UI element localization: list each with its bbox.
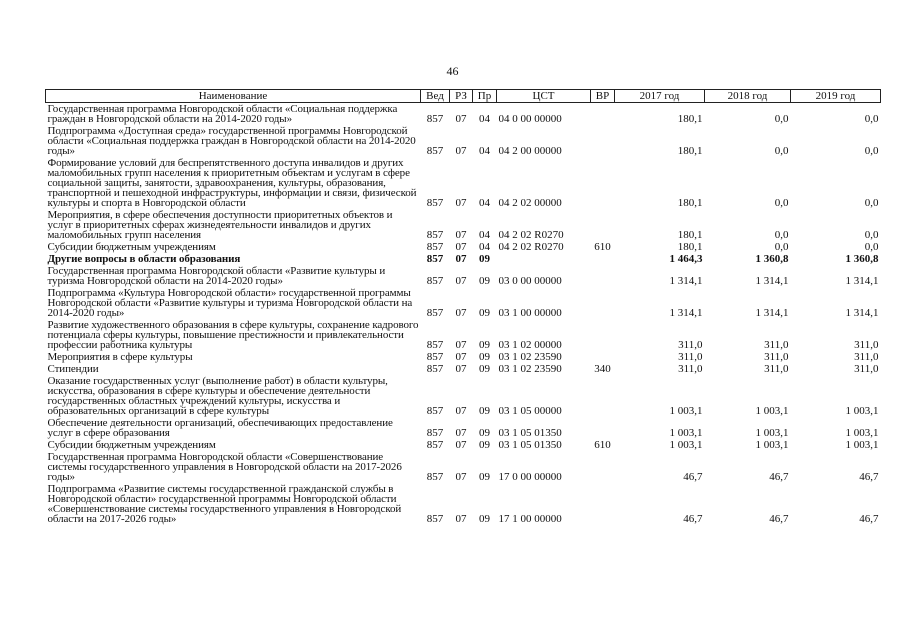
row-rz: 07: [455, 339, 467, 351]
row-value-2018: 0,0: [774, 229, 789, 241]
header-vr: ВР: [591, 90, 615, 103]
row-value-2018: 0,0: [774, 113, 789, 125]
table-row: [46, 287, 881, 319]
table-row: [46, 253, 881, 265]
table-row: [46, 157, 881, 209]
row-rz: 07: [455, 253, 467, 265]
row-value-2018: 0,0: [774, 241, 789, 253]
row-rz: 07: [455, 513, 467, 525]
row-ved: 857: [426, 351, 444, 363]
row-ved: 857: [426, 229, 444, 241]
row-value-2019: 0,0: [864, 229, 879, 241]
row-rz: 07: [455, 351, 467, 363]
row-pr: 09: [479, 275, 490, 287]
row-ved: 857: [426, 197, 444, 209]
row-rz: 07: [455, 471, 467, 483]
row-name: Подпрограмма «Развитие системы государственной гражданской службы в Новгородской области» государственной программы Новгородской области «Совершенствование системы государственного управления в Новгородской области на 2017-2026 годы»: [47, 483, 402, 525]
row-value-2019: 1 003,1: [845, 405, 879, 417]
row-value-2019: 1 003,1: [845, 427, 879, 439]
header-pr: Пр: [473, 90, 497, 103]
row-pr: 04: [479, 241, 490, 253]
header-2019: 2019 год: [791, 90, 881, 103]
row-cst: 03 1 05 01350: [498, 427, 562, 439]
row-vr: [591, 351, 615, 363]
table-row: [46, 451, 881, 483]
row-value-2017: 180,1: [677, 113, 703, 125]
row-value-2018: 46,7: [769, 513, 789, 525]
row-name: Стипендии: [47, 363, 99, 375]
row-value-2017: 180,1: [677, 241, 703, 253]
row-vr: [591, 417, 615, 439]
row-cst: 04 2 00 00000: [498, 145, 562, 157]
row-cst: 03 1 02 00000: [498, 339, 562, 351]
page-number: 46: [446, 64, 459, 78]
row-value-2019: 0,0: [864, 113, 879, 125]
row-value-2019: 311,0: [854, 363, 879, 375]
row-value-2019: 0,0: [864, 145, 879, 157]
row-vr: 610: [594, 241, 611, 253]
row-value-2019: 311,0: [854, 339, 879, 351]
row-value-2019: 1 360,8: [845, 253, 879, 265]
row-vr: [591, 483, 615, 525]
row-cst: 03 1 02 23590: [498, 363, 562, 375]
row-ved: 857: [426, 427, 444, 439]
row-rz: 07: [455, 427, 467, 439]
row-vr: [591, 451, 615, 483]
row-cst: 17 1 00 00000: [498, 513, 562, 525]
row-value-2017: 46,7: [683, 471, 703, 483]
row-name: Подпрограмма «Доступная среда» государственной программы Новгородской области «Социальная поддержка граждан в Новгородской области на 2014-2020 годы»: [47, 125, 416, 157]
row-cst: 04 0 00 00000: [498, 113, 562, 125]
row-pr: 09: [479, 427, 490, 439]
row-value-2017: 1 003,1: [669, 405, 703, 417]
row-value-2017: 1 314,1: [669, 307, 703, 319]
table-row: [46, 351, 881, 363]
row-cst: 17 0 00 00000: [498, 471, 562, 483]
table-row: [46, 319, 881, 351]
row-value-2018: 1 360,8: [755, 253, 789, 265]
row-value-2017: 311,0: [678, 363, 703, 375]
row-value-2017: 1 003,1: [669, 427, 703, 439]
row-pr: 04: [479, 197, 490, 209]
row-ved: 857: [426, 253, 444, 265]
row-ved: 857: [426, 363, 444, 375]
row-ved: 857: [426, 307, 444, 319]
header-cst: ЦСТ: [497, 90, 591, 103]
row-cst: 04 2 02 R0270: [498, 241, 564, 253]
row-ved: 857: [426, 513, 444, 525]
row-value-2018: 1 003,1: [755, 405, 789, 417]
row-value-2017: 46,7: [683, 513, 703, 525]
row-pr: 09: [479, 471, 490, 483]
table-row: [46, 241, 881, 253]
row-value-2019: 46,7: [859, 513, 879, 525]
row-pr: 04: [479, 113, 490, 125]
row-name: Субсидии бюджетным учреждениям: [47, 439, 216, 451]
row-pr: 04: [479, 145, 490, 157]
table-row: [46, 483, 881, 525]
table-row: [46, 439, 881, 451]
row-rz: 07: [455, 275, 467, 287]
row-cst: [497, 253, 591, 265]
row-value-2019: 1 003,1: [845, 439, 879, 451]
row-value-2017: 180,1: [677, 229, 703, 241]
row-name: Оказание государственных услуг (выполнение работ) в области культуры, искусства, образования в сфере культуры и обеспечение деятельности государственных областных учреждений культуры, искусства и образовательных организаций в сфере культуры: [47, 375, 388, 417]
header-rz: РЗ: [450, 90, 473, 103]
row-ved: 857: [426, 471, 444, 483]
budget-table: [45, 89, 881, 525]
row-value-2017: 311,0: [678, 339, 703, 351]
row-value-2018: 311,0: [764, 363, 789, 375]
row-value-2018: 1 314,1: [755, 307, 789, 319]
header-ved: Вед: [421, 90, 450, 103]
row-value-2017: 311,0: [678, 351, 703, 363]
table-row: [46, 363, 881, 375]
row-value-2018: 46,7: [769, 471, 789, 483]
table-row: [46, 125, 881, 157]
row-pr: 09: [479, 253, 490, 265]
header-name: Наименование: [46, 90, 421, 103]
row-ved: 857: [426, 405, 444, 417]
row-value-2017: 1 003,1: [669, 439, 703, 451]
row-name: Формирование условий для беспрепятственного доступа инвалидов и других маломобильных групп населения к приоритетным объектам и услугам в сфере социальной защиты, занятости, здравоохранения, культуры, образования, транспортной и пешеходной инфраструктуры, информации и связи, физической культуры и спорта в Новгородской области: [47, 157, 417, 209]
row-rz: 07: [455, 113, 467, 125]
row-cst: 03 1 05 00000: [498, 405, 562, 417]
row-vr: [591, 103, 615, 126]
row-rz: 07: [455, 229, 467, 241]
row-name: Государственная программа Новгородской области «Развитие культуры и туризма Новгородской области на 2014-2020 годы»: [47, 265, 386, 287]
row-value-2017: 1 464,3: [669, 253, 703, 265]
row-rz: 07: [455, 363, 467, 375]
row-value-2018: 1 003,1: [755, 427, 789, 439]
row-name: Обеспечение деятельности организаций, обеспечивающих предоставление услуг в сфере образования: [47, 417, 393, 439]
row-cst: 04 2 02 R0270: [498, 229, 564, 241]
row-value-2019: 0,0: [864, 197, 879, 209]
row-vr: [591, 319, 615, 351]
row-cst: 03 1 00 00000: [498, 307, 562, 319]
row-pr: 09: [479, 363, 490, 375]
row-ved: 857: [426, 113, 444, 125]
row-name: Государственная программа Новгородской области «Совершенствование системы государственного управления в Новгородской области на 2017-2026 годы»: [47, 451, 402, 483]
row-pr: 09: [479, 513, 490, 525]
row-pr: 09: [479, 307, 490, 319]
row-value-2019: 1 314,1: [845, 307, 879, 319]
row-rz: 07: [455, 145, 467, 157]
row-ved: 857: [426, 275, 444, 287]
row-value-2019: 311,0: [854, 351, 879, 363]
row-ved: 857: [426, 339, 444, 351]
row-value-2018: 0,0: [774, 197, 789, 209]
row-value-2017: 180,1: [677, 197, 703, 209]
table-body: [46, 103, 881, 526]
header-2017: 2017 год: [615, 90, 705, 103]
row-name: Подпрограмма «Культура Новгородской области» государственной программы Новгородской области «Развитие культуры и туризма Новгородской области на 2014-2020 годы»: [47, 287, 413, 319]
row-cst: 04 2 02 00000: [498, 197, 562, 209]
row-cst: 03 0 00 00000: [498, 275, 562, 287]
row-vr: [591, 209, 615, 241]
row-pr: 09: [479, 405, 490, 417]
row-vr: 610: [594, 439, 611, 451]
table-row: [46, 417, 881, 439]
table-row: [46, 265, 881, 287]
row-value-2018: 0,0: [774, 145, 789, 157]
row-rz: 07: [455, 241, 467, 253]
row-name: Государственная программа Новгородской области «Социальная поддержка граждан в Новгородской области на 2014-2020 годы»: [47, 103, 398, 125]
row-pr: 09: [479, 439, 490, 451]
row-value-2018: 1 314,1: [755, 275, 789, 287]
row-pr: 04: [479, 229, 490, 241]
header-2018: 2018 год: [705, 90, 791, 103]
table-row: [46, 103, 881, 126]
row-value-2019: 46,7: [859, 471, 879, 483]
row-ved: 857: [426, 145, 444, 157]
row-vr: [591, 157, 615, 209]
row-ved: 857: [426, 241, 444, 253]
row-rz: 07: [455, 307, 467, 319]
row-ved: 857: [426, 439, 444, 451]
row-rz: 07: [455, 439, 467, 451]
row-vr: [591, 287, 615, 319]
table-row: [46, 209, 881, 241]
table-header: [46, 90, 881, 103]
row-vr: 340: [594, 363, 611, 375]
row-cst: 03 1 02 23590: [498, 351, 562, 363]
row-pr: 09: [479, 351, 490, 363]
row-name: Субсидии бюджетным учреждениям: [47, 241, 216, 253]
row-value-2018: 311,0: [764, 339, 789, 351]
row-vr: [591, 125, 615, 157]
row-vr: [591, 265, 615, 287]
row-vr: [591, 375, 615, 417]
row-value-2018: 311,0: [764, 351, 789, 363]
row-pr: 09: [479, 339, 490, 351]
row-vr: [591, 253, 615, 265]
table-row: [46, 375, 881, 417]
row-name: Развитие художественного образования в сфере культуры, сохранение кадрового потенциала сферы культуры, повышение престижности и привлекательности профессии работника культуры: [47, 319, 419, 351]
row-value-2018: 1 003,1: [755, 439, 789, 451]
row-value-2017: 1 314,1: [669, 275, 703, 287]
row-name: Другие вопросы в области образования: [47, 253, 241, 265]
row-value-2017: 180,1: [677, 145, 703, 157]
row-rz: 07: [455, 197, 467, 209]
row-value-2019: 1 314,1: [845, 275, 879, 287]
row-name: Мероприятия, в сфере обеспечения доступности приоритетных объектов и услуг в приоритетных сферах жизнедеятельности инвалидов и других маломобильных групп населения: [47, 209, 393, 241]
row-cst: 03 1 05 01350: [498, 439, 562, 451]
row-name: Мероприятия в сфере культуры: [47, 351, 193, 363]
row-rz: 07: [455, 405, 467, 417]
row-value-2019: 0,0: [864, 241, 879, 253]
